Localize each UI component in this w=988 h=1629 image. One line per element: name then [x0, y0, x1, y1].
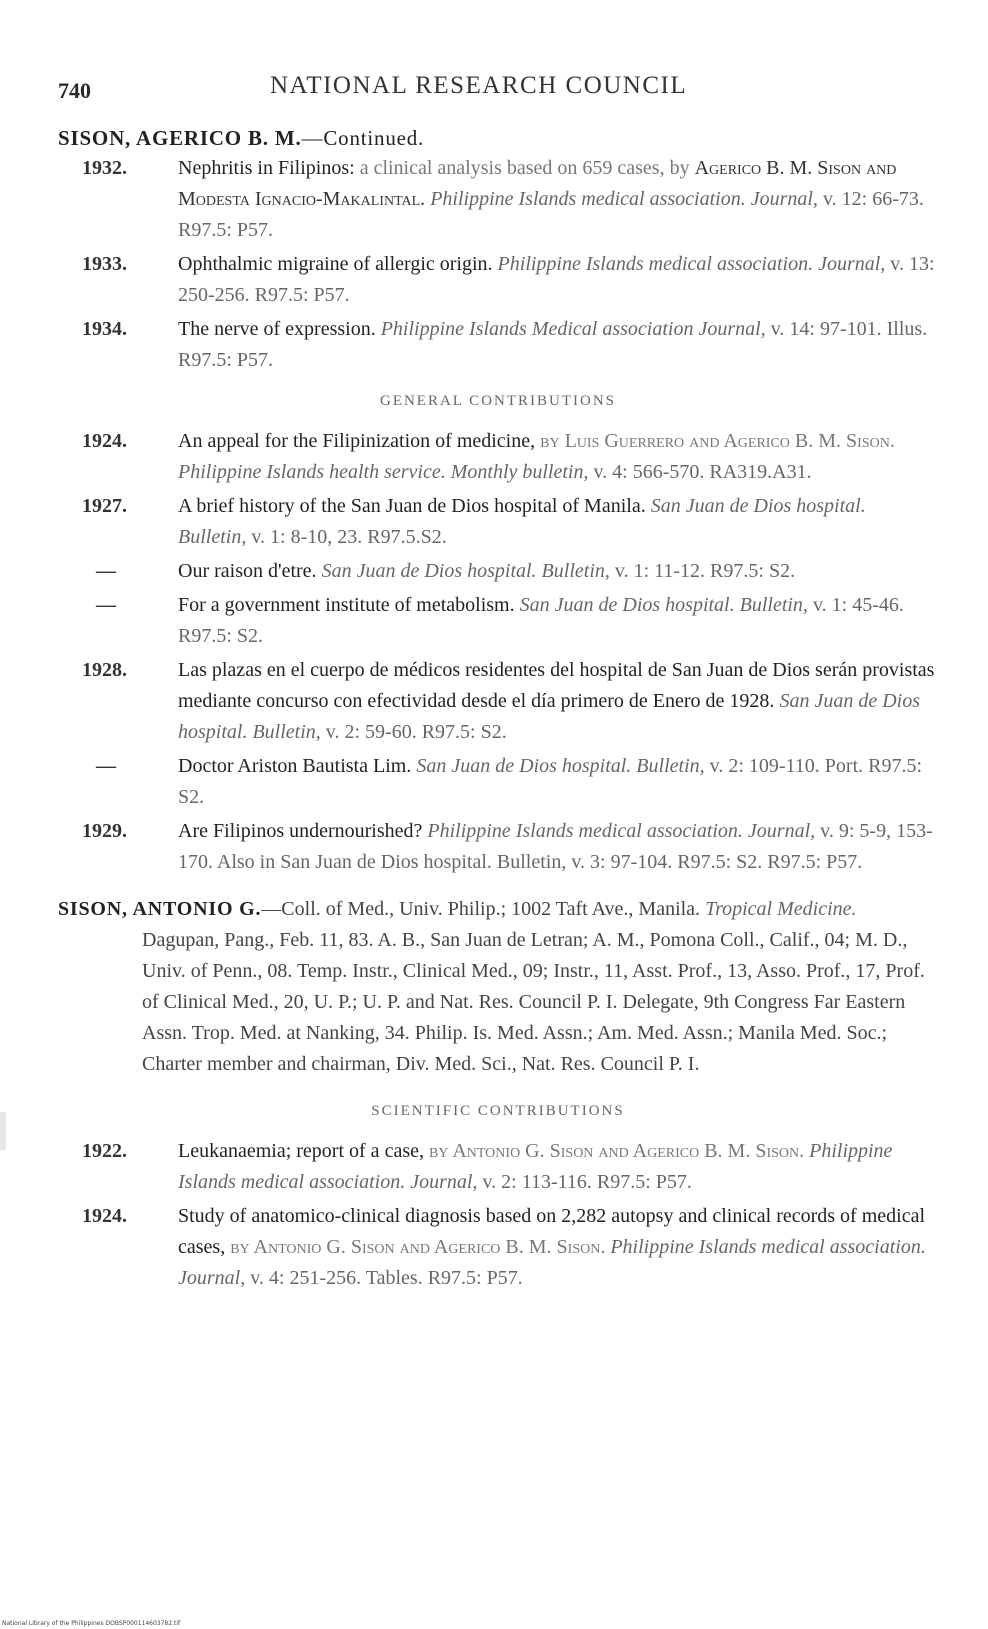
- entries-agerico-continued: [58, 153, 938, 376]
- bibliography-entry: 1933. Ophthalmic migraine of allergic origin. Philippine Islands medical association. Journal, v. 13: 250-256. R97.5: P57.: [82, 253, 935, 306]
- entries-general-contributions: [58, 426, 938, 878]
- running-title: NATIONAL RESEARCH COUNCIL: [270, 72, 688, 99]
- page-number: 740: [58, 78, 91, 103]
- bibliography-entry: 1929. Are Filipinos undernourished? Philippine Islands medical association. Journal, v. 9: 5-9, 153-170. Also in San Juan de Dios hospital. Bulletin, v. 3: 97-104. R97.5: S2. R97.5: P57.: [82, 820, 933, 873]
- bibliography-entry: 1924. Study of anatomico-clinical diagnosis based on 2,282 autopsy and clinical records of medical cases, by Antonio G. Sison and Agerico B. M. Sison. Philippine Islands medical association. Journal, v. 4: 251-256. Tables. R97.5: P57.: [82, 1205, 926, 1289]
- section-heading-general: GENERAL CONTRIBUTIONS: [379, 393, 617, 409]
- bibliography-entry: 1927. A brief history of the San Juan de Dios hospital of Manila. San Juan de Dios hospital. Bulletin, v. 1: 8-10, 23. R97.5.S2.: [82, 495, 866, 548]
- bibliography-entry: — Our raison d'etre. San Juan de Dios hospital. Bulletin, v. 1: 11-12. R97.5: S2.: [96, 560, 796, 582]
- bibliography-entry: 1934. The nerve of expression. Philippine Islands Medical association Journal, v. 14: 97-101. Illus. R97.5: P57.: [82, 318, 928, 371]
- bibliography-entry: 1924. An appeal for the Filipinization of medicine, by Luis Guerrero and Agerico B. M. Sison. Philippine Islands health service. Monthly bulletin, v. 4: 566-570. RA319.A31.: [82, 430, 895, 483]
- author-name: SISON, AGERICO B. M.: [58, 126, 302, 150]
- bibliography-entry: — For a government institute of metabolism. San Juan de Dios hospital. Bulletin, v. 1: 45-46. R97.5: S2.: [96, 594, 904, 647]
- bibliography-entry: 1932. Nephritis in Filipinos: a clinical analysis based on 659 cases, by Agerico B. M. Sison and Modesta Ignacio-Makalintal. Philippine Islands medical association. Journal, v. 12: 66-73. R97.5: P57.: [82, 157, 924, 241]
- continued-label: —Continued.: [301, 126, 425, 150]
- entries-scientific-contributions: [58, 1136, 938, 1294]
- bibliography-entry: 1922. Leukanaemia; report of a case, by Antonio G. Sison and Agerico B. M. Sison. Philippine Islands medical association. Journal, v. 2: 113-116. R97.5: P57.: [82, 1140, 893, 1193]
- scan-footer: National Library of the Philippines DOBSP000114603782.tif: [2, 1620, 181, 1627]
- author-biography-antonio: SISON, ANTONIO G.—Coll. of Med., Univ. Philip.; 1002 Taft Ave., Manila. Tropical Medicine. Dagupan, Pang., Feb. 11, 83. A. B., San Juan de Letran; A. M., Pomona Coll., Calif., 04; M. D., Univ. of Penn., 08. Temp. Instr., Clinical Med., 09; Instr., 11, Asst. Prof., 13, Asso. Prof., 17, Prof. of Clinical Med., 20, U. P.; U. P. and Nat. Res. Council P. I. Delegate, 9th Congress Far Eastern Assn. Trop. Med. at Nanking, 34. Philip. Is. Med. Assn.; Am. Med. Assn.; Manila Med. Soc.; Charter member and chairman, Div. Med. Sci., Nat. Res. Council P. I.: [58, 898, 925, 1075]
- author-name: SISON, ANTONIO G.: [58, 898, 262, 920]
- scan-artifact: [0, 1112, 6, 1150]
- page-header: [58, 72, 938, 112]
- author-heading-agerico: [58, 123, 938, 153]
- page-body: [58, 123, 938, 1297]
- section-heading-scientific: SCIENTIFIC CONTRIBUTIONS: [371, 1103, 625, 1119]
- bibliography-entry: 1928. Las plazas en el cuerpo de médicos residentes del hospital de San Juan de Dios serán provistas mediante concurso con efectividad desde el día primero de Enero de 1928. San Juan de Dios hospital. Bulletin, v. 2: 59-60. R97.5: S2.: [82, 659, 935, 743]
- bibliography-entry: — Doctor Ariston Bautista Lim. San Juan de Dios hospital. Bulletin, v. 2: 109-110. Port. R97.5: S2.: [96, 755, 923, 808]
